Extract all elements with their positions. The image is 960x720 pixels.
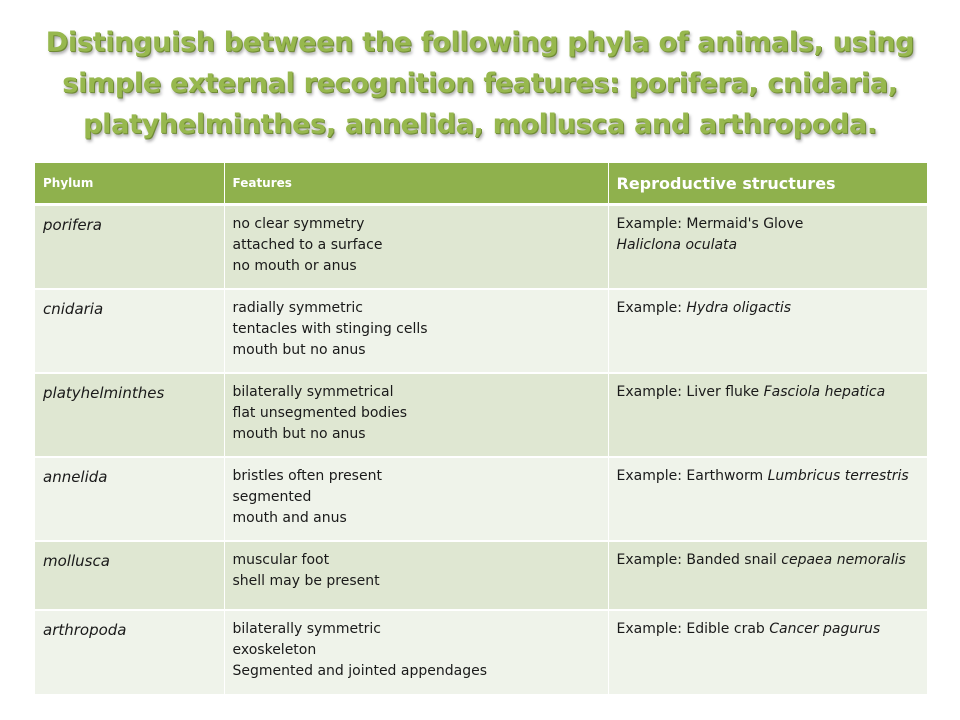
- feature-line: mouth but no anus: [232, 425, 366, 442]
- header-phylum: Phylum: [35, 163, 224, 205]
- example-cell: [608, 610, 927, 695]
- feature-line: segmented: [232, 488, 312, 505]
- features-cell: [224, 373, 608, 457]
- table-row: [35, 373, 927, 457]
- feature-line: no mouth or anus: [232, 258, 357, 274]
- phylum-cell: annelida: [35, 457, 224, 541]
- example-species: Lumbricus terrestris: [767, 467, 909, 484]
- table-row: [35, 289, 927, 373]
- table-row: [35, 541, 927, 610]
- feature-line: muscular foot: [232, 551, 330, 568]
- features-cell: [224, 541, 608, 610]
- example-prefix: Example: Earthworm: [616, 467, 764, 484]
- features-cell: [224, 457, 608, 541]
- feature-line: shell may be present: [232, 572, 380, 589]
- example-cell: [608, 457, 927, 541]
- example-cell: [608, 373, 927, 457]
- feature-line: mouth and anus: [232, 509, 347, 526]
- feature-line: no clear symmetry: [232, 216, 365, 232]
- table-row: [35, 610, 927, 695]
- example-cell: [608, 541, 927, 610]
- feature-line: exoskeleton: [232, 641, 317, 658]
- phylum-cell: cnidaria: [35, 289, 224, 373]
- feature-line: attached to a surface: [232, 237, 383, 253]
- header-features: Features: [224, 163, 608, 205]
- example-prefix: Example: Edible crab: [616, 620, 765, 637]
- example-cell: [608, 205, 927, 289]
- header-reproductive-structures: Reproductive structures: [608, 163, 927, 205]
- example-prefix: Example:: [616, 299, 682, 316]
- feature-line: tentacles with stinging cells: [232, 320, 428, 337]
- example-cell: [608, 289, 927, 373]
- features-cell: [224, 610, 608, 695]
- table-row: [35, 205, 927, 289]
- features-cell: [224, 205, 608, 289]
- phylum-cell: arthropoda: [35, 610, 224, 695]
- feature-line: mouth but no anus: [232, 341, 366, 358]
- example-prefix: Example: Liver fluke: [616, 383, 760, 400]
- feature-line: bilaterally symmetrical: [232, 383, 394, 400]
- phylum-cell: platyhelminthes: [35, 373, 224, 457]
- example-prefix: Example: Mermaid's Glove: [616, 216, 804, 232]
- feature-line: bilaterally symmetric: [232, 620, 381, 637]
- example-species: Cancer pagurus: [769, 620, 881, 637]
- example-species: Haliclona oculata: [616, 237, 738, 253]
- example-species: cepaea nemoralis: [781, 551, 906, 568]
- feature-line: radially symmetric: [232, 299, 364, 316]
- feature-line: bristles often present: [232, 467, 382, 484]
- example-prefix: Example: Banded snail: [616, 551, 777, 568]
- phylum-cell: mollusca: [35, 541, 224, 610]
- features-cell: [224, 289, 608, 373]
- table-header-row: [35, 163, 927, 205]
- phyla-table: [35, 163, 928, 696]
- phylum-cell: porifera: [35, 205, 224, 289]
- example-species: Fasciola hepatica: [763, 383, 886, 400]
- table-row: [35, 457, 927, 541]
- example-species: Hydra oligactis: [686, 299, 792, 316]
- feature-line: flat unsegmented bodies: [232, 404, 408, 421]
- slide-title: Distinguish between the following phyla of animals, using simple external recognition features: porifera, cnidaria, platyhelminthes, annelida, mollusca and arthropoda.: [45, 27, 915, 140]
- feature-line: Segmented and jointed appendages: [232, 662, 487, 679]
